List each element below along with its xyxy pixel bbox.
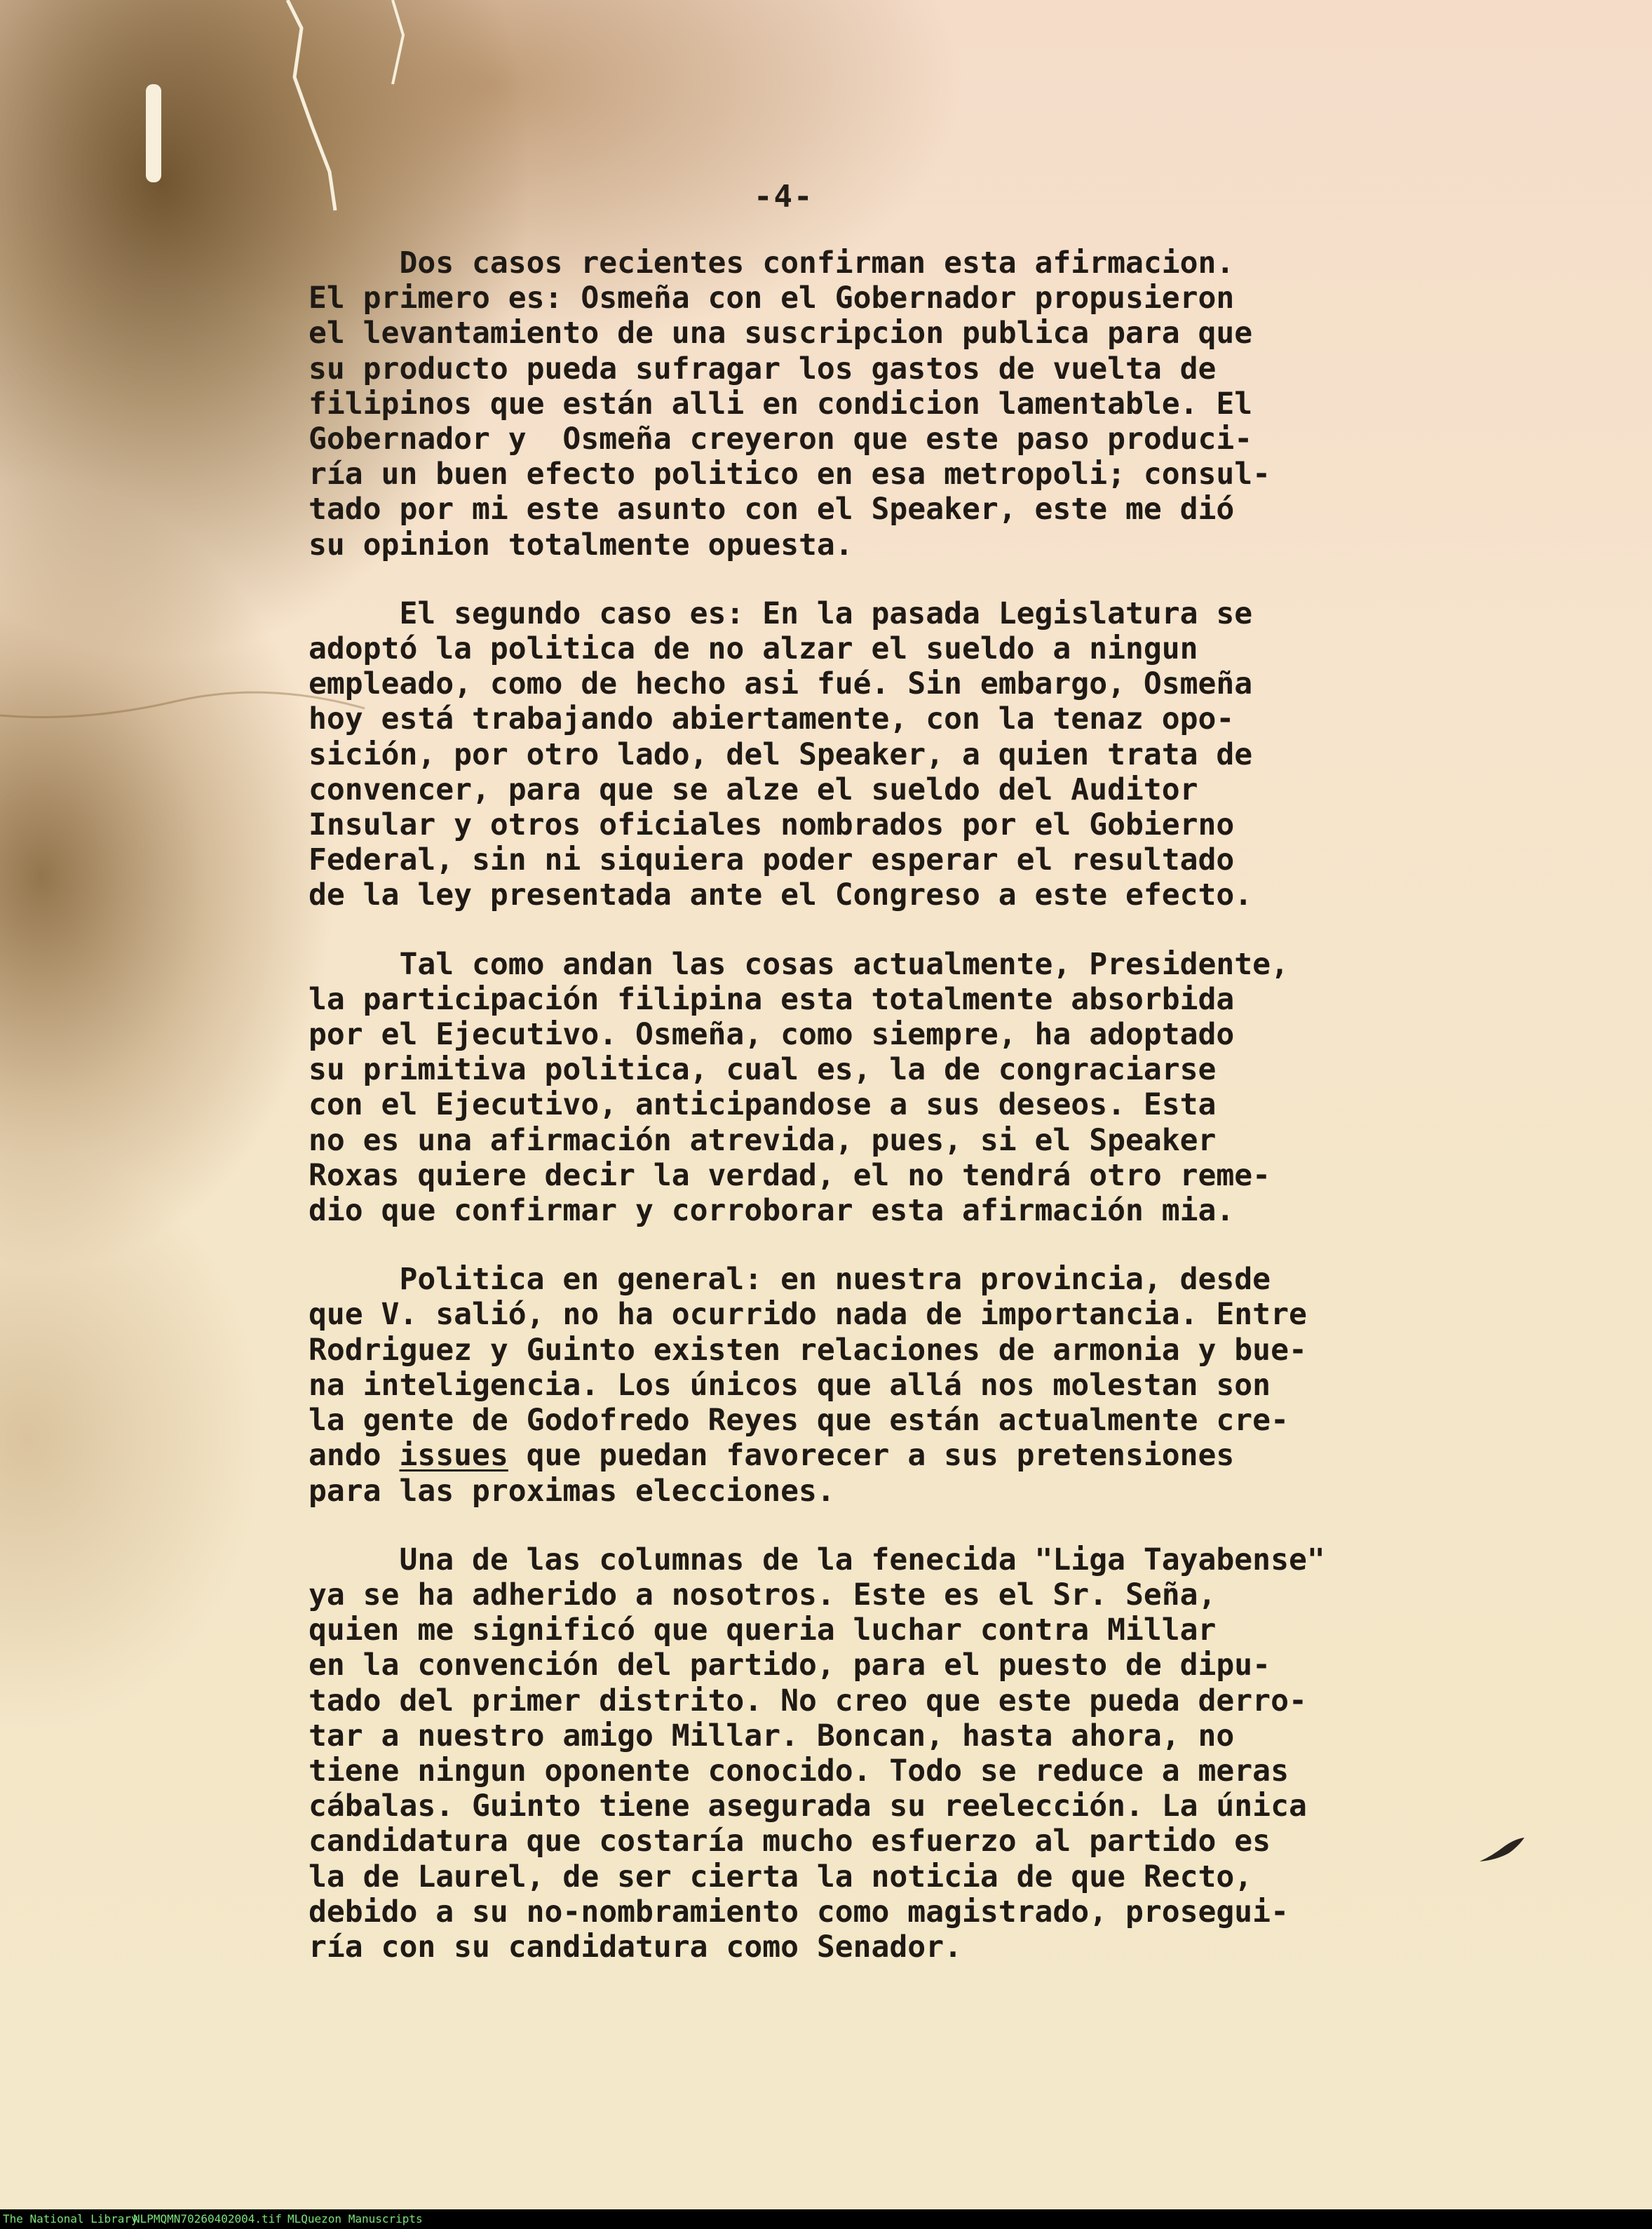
- text-line: tado por mi este asunto con el Speaker, este me dió: [309, 492, 1235, 527]
- text-line: Insular y otros oficiales nombrados por el Gobierno: [309, 807, 1235, 843]
- text-line: que V. salió, no ha ocurrido nada de importancia. Entre: [309, 1297, 1307, 1333]
- text-line: su opinion totalmente opuesta.: [309, 527, 853, 563]
- text-line: Una de las columnas de la fenecida "Liga Tayabense": [309, 1542, 1325, 1577]
- text-line: su primitiva politica, cual es, la de congraciarse: [309, 1052, 1217, 1088]
- footer-collection: MLQuezon Manuscripts: [287, 2212, 423, 2225]
- underlined-word-issues: issues: [399, 1438, 508, 1474]
- text-line: Dos casos recientes confirman esta afirmacion.: [309, 245, 1235, 281]
- text-line: tado del primer distrito. No creo que este pueda derro-: [309, 1683, 1307, 1718]
- footer-file-id: NLPMQMN70260402004.tif: [133, 2212, 282, 2225]
- text-line: Roxas quiere decir la verdad, el no tendrá otro reme-: [309, 1157, 1271, 1193]
- text-line: dio que confirmar y corroborar esta afirmación mia.: [309, 1193, 1235, 1229]
- footer-library: The National Library: [3, 2212, 138, 2225]
- text-line: cábalas. Guinto tiene asegurada su reelección. La única: [309, 1789, 1307, 1824]
- text-line: no es una afirmación atrevida, pues, si el Speaker: [309, 1122, 1217, 1158]
- text-line-with-underline: [309, 1438, 1501, 1473]
- line-rest: que puedan favorecer a sus pretensiones: [508, 1438, 1235, 1474]
- text-line: adoptó la politica de no alzar el sueldo a ningun: [309, 631, 1198, 667]
- text-line: El segundo caso es: En la pasada Legislatura se: [309, 595, 1253, 631]
- text-line: ya se ha adherido a nosotros. Este es el Sr. Seña,: [309, 1577, 1217, 1612]
- archive-footer-bar: [0, 2209, 1652, 2229]
- text-line: sición, por otro lado, del Speaker, a quien trata de: [309, 736, 1253, 772]
- page-number: -4-: [754, 179, 814, 215]
- text-line: con el Ejecutivo, anticipandose a sus deseos. Esta: [309, 1087, 1217, 1123]
- text-line: candidatura que costaría mucho esfuerzo al partido es: [309, 1824, 1271, 1859]
- text-line: El primero es: Osmeña con el Gobernador propusieron: [309, 281, 1235, 316]
- text-line: hoy está trabajando abiertamente, con la tenaz opo-: [309, 701, 1235, 737]
- text-line: na inteligencia. Los únicos que allá nos molestan son: [309, 1367, 1271, 1403]
- paragraph-2: [309, 596, 1501, 913]
- text-line: ría con su candidatura como Senador.: [309, 1929, 962, 1965]
- text-line: su producto pueda sufragar los gastos de vuelta de: [309, 351, 1217, 386]
- text-line: Tal como andan las cosas actualmente, Presidente,: [309, 946, 1289, 982]
- letter-body: [309, 245, 1501, 1998]
- text-line: Federal, sin ni siquiera poder esperar el resultado: [309, 842, 1235, 878]
- text-line: tiene ningun oponente conocido. Todo se reduce a meras: [309, 1753, 1289, 1789]
- text-line: quien me significó que queria luchar contra Millar: [309, 1612, 1217, 1648]
- text-line: la participación filipina esta totalmente absorbida: [309, 981, 1235, 1017]
- margin-ink-mark-icon: [1478, 1836, 1527, 1864]
- text-line: por el Ejecutivo. Osmeña, como siempre, ha adoptado: [309, 1017, 1235, 1053]
- paragraph-5: [309, 1542, 1501, 1965]
- text-line: de la ley presentada ante el Congreso a este efecto.: [309, 877, 1253, 913]
- text-line: para las proximas elecciones.: [309, 1473, 835, 1509]
- text-line: empleado, como de hecho asi fué. Sin embargo, Osmeña: [309, 666, 1253, 702]
- line-start: ando: [309, 1438, 400, 1474]
- text-line: filipinos que están alli en condicion lamentable. El: [309, 386, 1253, 422]
- paragraph-3: [309, 947, 1501, 1229]
- text-line: Rodriguez y Guinto existen relaciones de armonia y bue-: [309, 1332, 1307, 1368]
- text-line: ría un buen efecto politico en esa metropoli; consul-: [309, 457, 1271, 492]
- text-line: tar a nuestro amigo Millar. Boncan, hasta ahora, no: [309, 1718, 1235, 1753]
- text-line: convencer, para que se alze el sueldo del Auditor: [309, 772, 1198, 807]
- text-line: debido a su no-nombramiento como magistrado, prosegui-: [309, 1894, 1289, 1930]
- text-line: en la convención del partido, para el puesto de dipu-: [309, 1648, 1271, 1683]
- text-line: la de Laurel, de ser cierta la noticia de que Recto,: [309, 1859, 1253, 1894]
- text-line: la gente de Godofredo Reyes que están actualmente cre-: [309, 1403, 1289, 1439]
- paragraph-4: [309, 1262, 1501, 1508]
- text-line: Gobernador y Osmeña creyeron que este paso produci-: [309, 422, 1253, 457]
- text-line: el levantamiento de una suscripcion publica para que: [309, 316, 1253, 351]
- paragraph-1: [309, 245, 1501, 563]
- text-line: Politica en general: en nuestra provincia, desde: [309, 1262, 1271, 1298]
